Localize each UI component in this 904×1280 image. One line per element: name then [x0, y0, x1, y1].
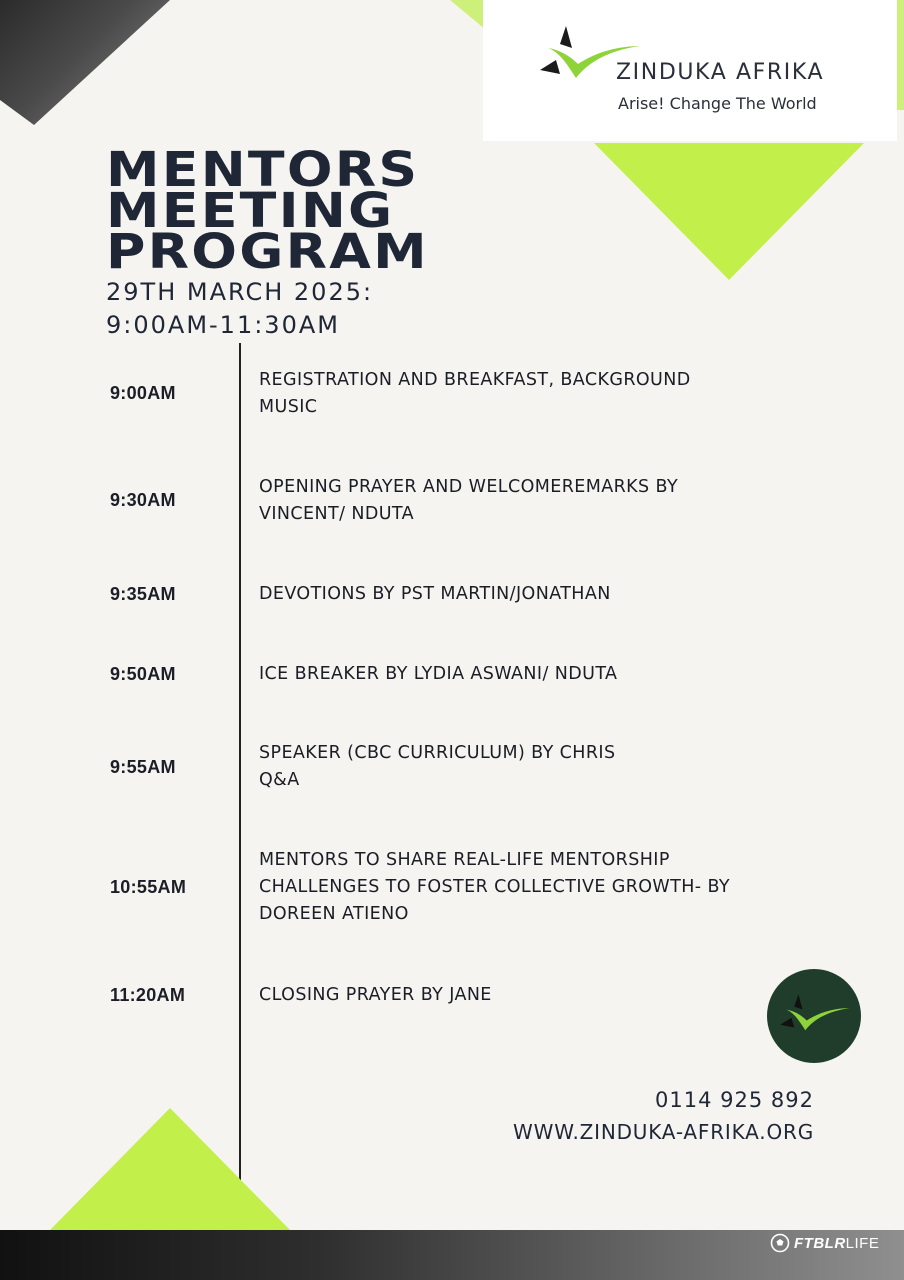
circle-logo — [767, 969, 861, 1063]
brand-name: ZINDUKA AFRIKA — [616, 60, 825, 85]
schedule-time: 9:30AM — [110, 490, 176, 510]
schedule-time: 11:20AM — [110, 985, 186, 1005]
contact-phone: 0114 925 892 — [655, 1088, 814, 1112]
schedule-time: 9:50AM — [110, 664, 176, 684]
schedule-description: REGISTRATION AND BREAKFAST, BACKGROUND MUSIC — [259, 370, 691, 417]
schedule-description: ICE BREAKER BY LYDIA ASWANI/ NDUTA — [259, 664, 618, 684]
bottom-bar — [0, 1230, 904, 1280]
schedule-time: 9:35AM — [110, 584, 176, 604]
decorative-green-triangle — [594, 143, 864, 280]
title-line-2: MEETING — [106, 183, 395, 239]
title-line-3: PROGRAM — [106, 224, 429, 280]
watermark — [770, 1233, 879, 1253]
event-date-time — [106, 276, 373, 342]
timeline-divider — [239, 343, 241, 1230]
schedule-time: 9:00AM — [110, 383, 176, 403]
schedule-description: SPEAKER (CBC CURRICULUM) BY CHRIS Q&A — [259, 743, 616, 790]
soccer-ball-icon — [770, 1233, 790, 1253]
watermark-light: LIFE — [845, 1234, 880, 1252]
event-time-range: 9:00AM-11:30AM — [106, 311, 340, 339]
decorative-green-triangle-bottom — [50, 1108, 290, 1230]
brand-tagline: Arise! Change The World — [618, 94, 817, 113]
bird-check-icon — [779, 991, 851, 1039]
watermark-bold: FTBLR — [794, 1234, 846, 1252]
title-line-1: MENTORS — [106, 142, 420, 198]
schedule-description: OPENING PRAYER AND WELCOMEREMARKS BY VINCENT/ NDUTA — [259, 477, 679, 524]
schedule-description: MENTORS TO SHARE REAL-LIFE MENTORSHIP CHALLENGES TO FOSTER COLLECTIVE GROWTH- BY DOREEN ATIENO — [259, 850, 731, 924]
schedule-description: CLOSING PRAYER BY JANE — [259, 985, 492, 1005]
schedule-time: 10:55AM — [110, 877, 187, 897]
contact-website[interactable]: WWW.ZINDUKA-AFRIKA.ORG — [513, 1120, 814, 1144]
schedule-time: 9:55AM — [110, 757, 176, 777]
page-title — [106, 142, 554, 280]
decorative-green-sliver — [450, 0, 486, 30]
event-date: 29TH MARCH 2025: — [106, 278, 374, 306]
decorative-dark-corner — [0, 0, 170, 125]
schedule-description: DEVOTIONS BY PST MARTIN/JONATHAN — [259, 584, 611, 604]
